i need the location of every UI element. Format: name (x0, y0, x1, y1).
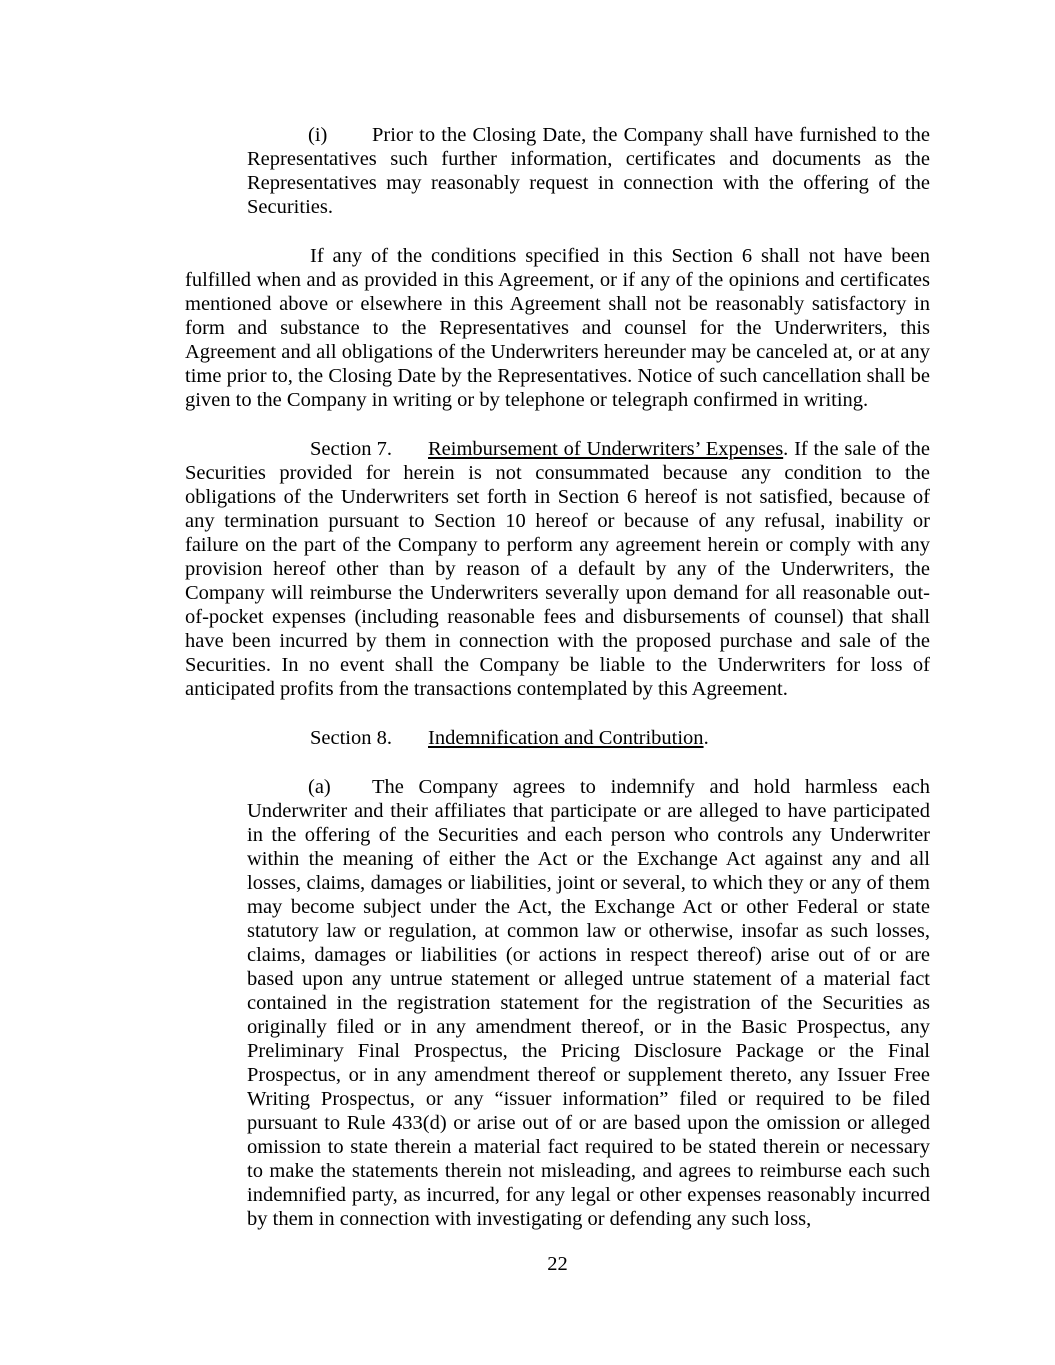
section-8-heading-period: . (703, 727, 709, 749)
conditions-text: If any of the conditions specified in this Section 6 shall not have been fulfilled when and as provided in this Agreement, or if any of the opinions and certificates mentioned above or elsewhere in this Agreement shall not be reasonably satisfactory in form and substance to the Representatives and counsel for the Underwriters, this Agreement and all obligations of the Underwriters hereunder may be canceled at, or at any time prior to, the Closing Date by the Representatives. Notice of such cancellation shall be given to the Company in writing or by telephone or telegraph confirmed in writing. (185, 245, 930, 411)
section-8-heading-paragraph (185, 726, 930, 750)
clause-a-text: The Company agrees to indemnify and hold harmless each Underwriter and their affiliates that participate or are alleged to have participated in the offering of the Securities and each person who controls any Underwriter within the meaning of either the Act or the Exchange Act against any and all losses, claims, damages or liabilities, joint or several, to which they or any of them may become subject under the Act, the Exchange Act or other Federal or state statutory law or regulation, at common law or otherwise, insofar as such losses, claims, damages or liabilities (or actions in respect thereof) arise out of or are based upon any untrue statement or alleged untrue statement of a material fact contained in the registration statement for the registration of the Securities as originally filed or in any amendment thereof, or in the Basic Prospectus, any Preliminary Final Prospectus, the Pricing Disclosure Package or the Final Prospectus, or in any amendment thereof or supplement thereto, any Issuer Free Writing Prospectus, or any “issuer information” filed or required to be filed pursuant to Rule 433(d) or arise out of or are based upon the omission or alleged omission to state therein a material fact required to be stated therein or necessary to make the statements therein not misleading, and agrees to reimburse each such indemnified party, as incurred, for any legal or other expenses reasonably incurred by them in connection with investigating or defending any such loss, (247, 776, 930, 1230)
clause-a-label: (a) (308, 776, 331, 798)
clause-a-paragraph (247, 775, 930, 1231)
section-7-body: . If the sale of the Securities provided for herein is not consummated because any condition to the obligations of the Underwriters set forth in Section 6 hereof is not satisfied, because of any termination pursuant to Section 10 hereof or because of any refusal, inability or failure on the part of the Company to perform any agreement herein or comply with any provision hereof other than by reason of a default by any of the Underwriters, the Company will reimburse the Underwriters severally upon demand for all reasonable out-of-pocket expenses (including reasonable fees and disbursements of counsel) that shall have been incurred by them in connection with the proposed purchase and sale of the Securities. In no event shall the Company be liable to the Underwriters for loss of anticipated profits from the transactions contemplated by this Agreement. (185, 438, 930, 700)
page-number: 22 (547, 1253, 568, 1275)
clause-i-text: Prior to the Closing Date, the Company shall have furnished to the Representatives such further information, certificates and documents as the Representatives may reasonably request in connection with the offering of the Securities. (247, 124, 930, 218)
clause-i-paragraph (247, 123, 930, 219)
section-7-heading: Reimbursement of Underwriters’ Expenses (428, 438, 784, 460)
clause-i-label: (i) (308, 124, 328, 146)
section-7-label: Section 7. (310, 438, 392, 460)
section-7-paragraph (185, 437, 930, 701)
conditions-paragraph (185, 244, 930, 412)
section-8-label: Section 8. (310, 727, 392, 749)
section-8-heading: Indemnification and Contribution (428, 727, 704, 749)
